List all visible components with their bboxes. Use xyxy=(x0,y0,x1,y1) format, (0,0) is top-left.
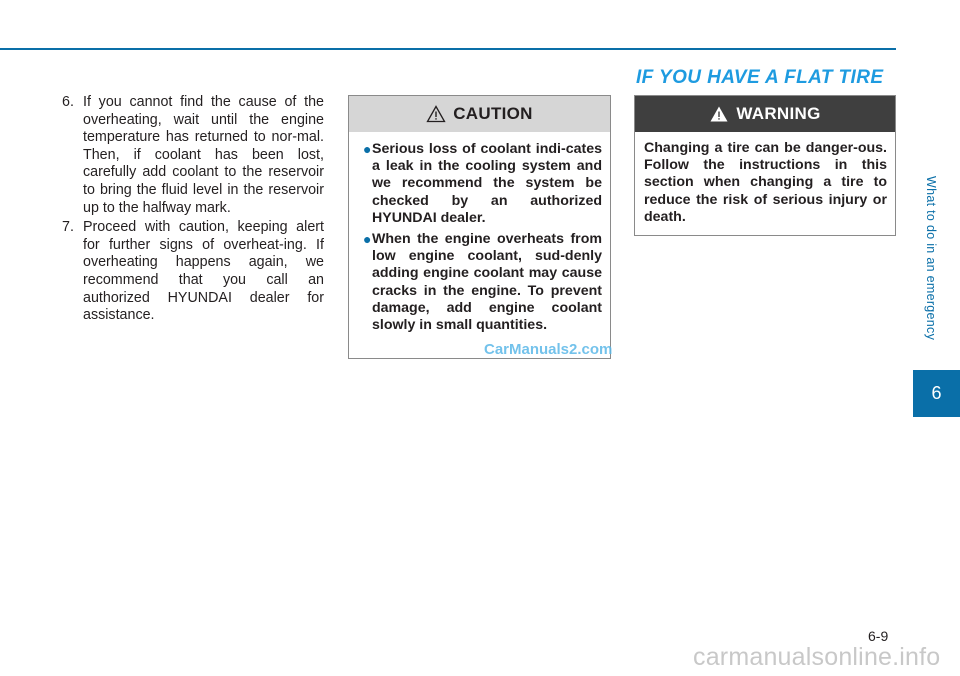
caution-item-text: Serious loss of coolant indi-cates a leak in the cooling system and we recommend the system be checked by an authorized HYUNDAI dealer. xyxy=(372,141,602,226)
caution-header xyxy=(349,96,610,132)
bullet-dot-icon: ● xyxy=(363,141,372,157)
step-text: Proceed with caution, keeping alert for further signs of overheat-ing. If overheating happens again, we recommend that you call an authorized HYUNDAI dealer for assistance. xyxy=(83,219,324,324)
warning-box xyxy=(634,95,896,236)
step-text: If you cannot find the cause of the overheating, wait until the engine temperature has returned to nor-mal. Then, if coolant has been lost, carefully add coolant to the reservoir to bring the fluid level in the reservoir up to the halfway mark. xyxy=(83,94,324,216)
caution-item xyxy=(363,141,602,227)
caution-title: CAUTION xyxy=(453,104,533,123)
bullet-dot-icon: ● xyxy=(363,231,372,248)
section-title: IF YOU HAVE A FLAT TIRE xyxy=(636,67,884,88)
warning-title: WARNING xyxy=(736,104,821,123)
caution-item xyxy=(363,231,602,334)
step-number: 6. xyxy=(62,94,74,110)
chapter-tab: 6 xyxy=(913,370,960,417)
side-chapter-label-text: What to do in an emergency xyxy=(924,176,938,341)
step-item xyxy=(62,219,324,325)
top-rule xyxy=(0,48,896,50)
warning-triangle-icon xyxy=(709,105,729,123)
steps-column xyxy=(62,94,324,327)
warning-text: Changing a tire can be danger-ous. Follow the instructions in this section when changing a tire to reduce the risk of serious injury or death. xyxy=(644,140,887,225)
watermark: CarManuals2.com xyxy=(484,341,613,358)
step-number: 7. xyxy=(62,219,74,236)
warning-header xyxy=(635,96,895,132)
page-number: 6-9 xyxy=(868,628,889,644)
footer-watermark: carmanualsonline.info xyxy=(693,643,941,671)
step-item xyxy=(62,94,324,217)
caution-body xyxy=(349,132,610,334)
side-chapter-label xyxy=(920,176,942,366)
caution-box xyxy=(348,95,611,359)
caution-item-text: When the engine overheats from low engine coolant, sud-denly adding engine coolant may cause cracks in the engine. To prevent damage, add engine coolant slowly in small quantities. xyxy=(372,231,602,334)
caution-triangle-icon xyxy=(426,105,446,123)
